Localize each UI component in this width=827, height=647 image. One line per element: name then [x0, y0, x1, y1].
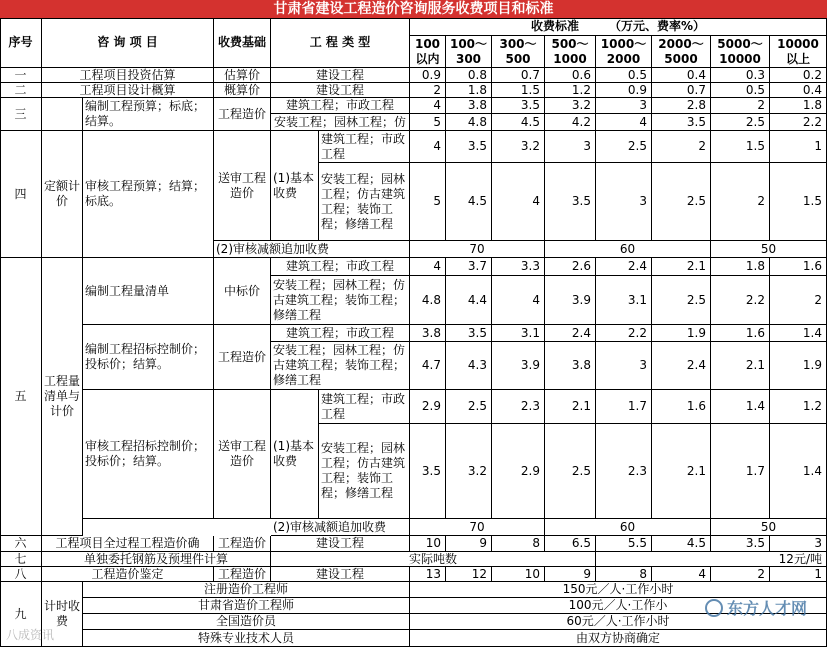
row5-group: 工程量清单与计价 [42, 258, 83, 536]
row5a2-col2: 4.4 [446, 276, 492, 325]
row5a1-col5: 2.4 [596, 258, 652, 276]
row5c-type1: 建筑工程；市政工程 [319, 390, 410, 424]
row5a1-col2: 3.7 [446, 258, 492, 276]
watermark-logo-icon [705, 599, 723, 617]
row3b-col3: 4.5 [492, 114, 545, 131]
row2-col8: 0.4 [770, 83, 827, 98]
row1-col7: 0.3 [711, 68, 770, 83]
row5a1-col8: 1.6 [770, 258, 827, 276]
row5b2-col5: 3 [596, 342, 652, 390]
header-type: 工 程 类 型 [271, 18, 410, 68]
row2-col6: 0.7 [652, 83, 711, 98]
row4b-col4: 3.5 [545, 163, 596, 241]
row7-item: 单独委托钢筋及预埋件计算 [42, 552, 271, 567]
header-basis: 收费基础 [214, 18, 271, 68]
row4b-col1: 5 [410, 163, 446, 241]
row9-seq: 九 [0, 582, 42, 647]
row1-col8: 0.2 [770, 68, 827, 83]
row6-item: 工程项目全过程工程造价确 [42, 536, 214, 552]
row5b1-col2: 3.5 [446, 325, 492, 342]
row6-col6: 4.5 [652, 536, 711, 552]
row5b1-col3: 3.1 [492, 325, 545, 342]
row5c1-col8: 1.2 [770, 390, 827, 424]
row5b1-col1: 3.8 [410, 325, 446, 342]
row2-type: 建设工程 [271, 83, 410, 98]
row5c-type2: 安装工程；园林工程；仿古建筑工程；装饰工程；修缮工程 [319, 424, 410, 519]
row5-extra: (2)审核减额追加收费 [271, 519, 410, 536]
row1-col3: 0.7 [492, 68, 545, 83]
watermark [705, 596, 807, 619]
row4-basis: 送审工程造价 [214, 131, 271, 241]
row4-extra-2: 60 [545, 241, 711, 258]
row3b-col2: 4.8 [446, 114, 492, 131]
row5c1-col3: 2.3 [492, 390, 545, 424]
row5a-type1: 建筑工程；市政工程 [271, 258, 410, 276]
row4a-col6: 2 [652, 131, 711, 163]
header-range-6: 2000～ 5000 [652, 36, 711, 68]
row5c2-col6: 2.1 [652, 424, 711, 519]
row6-col2: 9 [446, 536, 492, 552]
header-seq: 序号 [0, 18, 42, 68]
row5a1-col3: 3.3 [492, 258, 545, 276]
header-item: 咨 询 项 目 [42, 18, 214, 68]
row5b-item: 编制工程招标控制价；投标价；结算。 [83, 325, 214, 390]
row5c-basis: 送审工程造价 [214, 390, 271, 519]
row3b-col6: 3.5 [652, 114, 711, 131]
row3a-col8: 1.8 [770, 98, 827, 114]
row5b2-col6: 2.4 [652, 342, 711, 390]
row1-col5: 0.5 [596, 68, 652, 83]
row3a-col2: 3.8 [446, 98, 492, 114]
row3-item: 编制工程预算；标底；结算。 [83, 98, 214, 131]
row2-col1: 2 [410, 83, 446, 98]
row6-col7: 3.5 [711, 536, 770, 552]
row5c1-col5: 1.7 [596, 390, 652, 424]
row5b1-col5: 2.2 [596, 325, 652, 342]
row5-extra-2: 60 [545, 519, 711, 536]
row5b1-col8: 1.4 [770, 325, 827, 342]
row5a2-col1: 4.8 [410, 276, 446, 325]
row8-col1: 13 [410, 567, 446, 582]
row7-price: 12元/吨 [596, 552, 827, 567]
row5b-basis: 工程造价 [214, 325, 271, 390]
row5b-type2: 安装工程；园林工程；仿古建筑工程；装饰工程；修缮工程 [271, 342, 410, 390]
row5a2-col6: 2.5 [652, 276, 711, 325]
row4-item: 审核工程预算；结算；标底。 [83, 131, 214, 258]
row3a-col7: 2 [711, 98, 770, 114]
row4a-col5: 2.5 [596, 131, 652, 163]
row9-person-4: 特殊专业技术人员 [83, 630, 410, 647]
row5b2-col3: 3.9 [492, 342, 545, 390]
row5a2-col8: 2 [770, 276, 827, 325]
row9-fee-4: 由双方协商确定 [410, 630, 827, 647]
row5c2-col3: 2.9 [492, 424, 545, 519]
row9-group: 计时收费 [42, 582, 83, 647]
row2-basis: 概算价 [214, 83, 271, 98]
row4a-col7: 1.5 [711, 131, 770, 163]
row9-person-2: 甘肃省造价工程师 [83, 598, 410, 614]
row4b-col6: 2.5 [652, 163, 711, 241]
row5c2-col8: 1.4 [770, 424, 827, 519]
row5b1-col7: 1.6 [711, 325, 770, 342]
row6-col5: 5.5 [596, 536, 652, 552]
row5a2-col4: 3.9 [545, 276, 596, 325]
row6-type: 建设工程 [271, 536, 410, 552]
row2-col3: 1.5 [492, 83, 545, 98]
row9-fee-3: 60元／人·工作小时 [410, 614, 827, 630]
row4b-col7: 2 [711, 163, 770, 241]
table-title: 甘肃省建设工程造价咨询服务收费项目和标准 [0, 0, 827, 18]
row5c1-col2: 2.5 [446, 390, 492, 424]
row2-col5: 0.9 [596, 83, 652, 98]
row5c2-col7: 1.7 [711, 424, 770, 519]
row3a-col5: 3 [596, 98, 652, 114]
row8-type: 建设工程 [271, 567, 410, 582]
row5b-type1: 建筑工程；市政工程 [271, 325, 410, 342]
row3-seq: 三 [0, 98, 42, 131]
header-range-4: 500～ 1000 [545, 36, 596, 68]
row5a2-col3: 4 [492, 276, 545, 325]
header-range-8: 10000 以上 [770, 36, 827, 68]
row4a-col3: 3.2 [492, 131, 545, 163]
row5a2-col7: 2.2 [711, 276, 770, 325]
row4a-col1: 4 [410, 131, 446, 163]
row1-col6: 0.4 [652, 68, 711, 83]
row8-col5: 8 [596, 567, 652, 582]
row5b1-col6: 1.9 [652, 325, 711, 342]
row2-col4: 1.2 [545, 83, 596, 98]
watermark-text: 东方人才网 [726, 599, 807, 618]
row5a1-col4: 2.6 [545, 258, 596, 276]
row3-group-blank [42, 98, 83, 131]
row5a-basis: 中标价 [214, 258, 271, 325]
row8-col4: 9 [545, 567, 596, 582]
row2-item: 工程项目设计概算 [42, 83, 214, 98]
header-range-5: 1000～ 2000 [596, 36, 652, 68]
row4b-col2: 4.5 [446, 163, 492, 241]
row1-col4: 0.6 [545, 68, 596, 83]
row5c1-col6: 1.6 [652, 390, 711, 424]
row8-col8: 1 [770, 567, 827, 582]
row5-extra-3: 50 [711, 519, 827, 536]
row6-basis: 工程造价 [214, 536, 271, 552]
row2-seq: 二 [0, 83, 42, 98]
row3b-col5: 4 [596, 114, 652, 131]
row5b1-col4: 2.4 [545, 325, 596, 342]
row3a-col3: 3.5 [492, 98, 545, 114]
row4-extra: (2)审核减额追加收费 [214, 241, 410, 258]
header-range-3: 300～ 500 [492, 36, 545, 68]
row5b2-col4: 3.8 [545, 342, 596, 390]
header-std [410, 18, 827, 36]
row1-seq: 一 [0, 68, 42, 83]
row5-seq: 五 [0, 258, 42, 536]
row4-extra-3: 50 [711, 241, 827, 258]
row8-item: 工程造价鉴定 [42, 567, 214, 582]
row5c2-col1: 3.5 [410, 424, 446, 519]
row4b-col8: 1.5 [770, 163, 827, 241]
row2-col7: 0.5 [711, 83, 770, 98]
row5-extra-1: 70 [410, 519, 545, 536]
row7-type: 实际吨数 [271, 552, 596, 567]
row1-item: 工程项目投资估算 [42, 68, 214, 83]
row3b-col4: 4.2 [545, 114, 596, 131]
row3b-col1: 5 [410, 114, 446, 131]
row5a1-col6: 2.1 [652, 258, 711, 276]
row2-col2: 1.8 [446, 83, 492, 98]
row4b-col5: 3 [596, 163, 652, 241]
row5b2-col2: 4.3 [446, 342, 492, 390]
row6-col1: 10 [410, 536, 446, 552]
row5a1-col7: 1.8 [711, 258, 770, 276]
row5b2-col1: 4.7 [410, 342, 446, 390]
row4-type2: 安装工程；园林工程；仿古建筑工程；装饰工程；修缮工程 [319, 163, 410, 241]
row4a-col8: 1 [770, 131, 827, 163]
header-unit-label: （万元、费率%） [608, 19, 706, 33]
row1-col1: 0.9 [410, 68, 446, 83]
row5c1-col7: 1.4 [711, 390, 770, 424]
row3a-col1: 4 [410, 98, 446, 114]
row5a-item: 编制工程量清单 [83, 258, 214, 325]
row5a1-col1: 4 [410, 258, 446, 276]
row3b-col8: 2.2 [770, 114, 827, 131]
header-range-2: 100～ 300 [446, 36, 492, 68]
row1-type: 建设工程 [271, 68, 410, 83]
row5c-item: 审核工程招标控制价；投标价；结算。 [83, 390, 214, 519]
row5a-type2: 安装工程；园林工程；仿古建筑工程；装饰工程；修缮工程 [271, 276, 410, 325]
row4-extra-1: 70 [410, 241, 545, 258]
row4-type1: 建筑工程；市政工程 [319, 131, 410, 163]
row1-basis: 估算价 [214, 68, 271, 83]
row4-sub: (1)基本收费 [271, 131, 319, 241]
row5b2-col8: 1.9 [770, 342, 827, 390]
row6-col4: 6.5 [545, 536, 596, 552]
row5c2-col5: 2.3 [596, 424, 652, 519]
row5c2-col4: 2.5 [545, 424, 596, 519]
row6-seq: 六 [0, 536, 42, 552]
row3-type1: 建筑工程；市政工程 [271, 98, 410, 114]
row4b-col3: 4 [492, 163, 545, 241]
row3b-col7: 2.5 [711, 114, 770, 131]
row6-col3: 8 [492, 536, 545, 552]
row6-col8: 3 [770, 536, 827, 552]
row5c1-col4: 2.1 [545, 390, 596, 424]
row8-col7: 2 [711, 567, 770, 582]
row5c1-col1: 2.9 [410, 390, 446, 424]
row5a2-col5: 3.1 [596, 276, 652, 325]
row8-basis: 工程造价 [214, 567, 271, 582]
row8-col3: 10 [492, 567, 545, 582]
row4-seq: 四 [0, 131, 42, 258]
header-range-7: 5000～ 10000 [711, 36, 770, 68]
row4a-col2: 3.5 [446, 131, 492, 163]
watermark-small: 八成资讯 [6, 628, 55, 642]
row9-fee-1: 150元／人·工作小时 [410, 582, 827, 598]
row5b2-col7: 2.1 [711, 342, 770, 390]
row9-fee-2: 100元／人·工作小 [410, 598, 827, 614]
row3-basis: 工程造价 [214, 98, 271, 131]
row4a-col4: 3 [545, 131, 596, 163]
row5c2-col2: 3.2 [446, 424, 492, 519]
row5c-sub: (1)基本收费 [271, 390, 319, 519]
row4-group: 定额计价 [42, 131, 83, 258]
row8-col6: 4 [652, 567, 711, 582]
header-range-1: 100 以内 [410, 36, 446, 68]
row3a-col4: 3.2 [545, 98, 596, 114]
row7-seq: 七 [0, 552, 42, 567]
row1-col2: 0.8 [446, 68, 492, 83]
row8-col2: 12 [446, 567, 492, 582]
row9-person-1: 注册造价工程师 [83, 582, 410, 598]
row9-person-3: 全国造价员 [83, 614, 410, 630]
row3a-col6: 2.8 [652, 98, 711, 114]
row3-type2: 安装工程；园林工程；仿 [271, 114, 410, 131]
header-std-label: 收费标准 [530, 19, 579, 33]
row8-seq: 八 [0, 567, 42, 582]
